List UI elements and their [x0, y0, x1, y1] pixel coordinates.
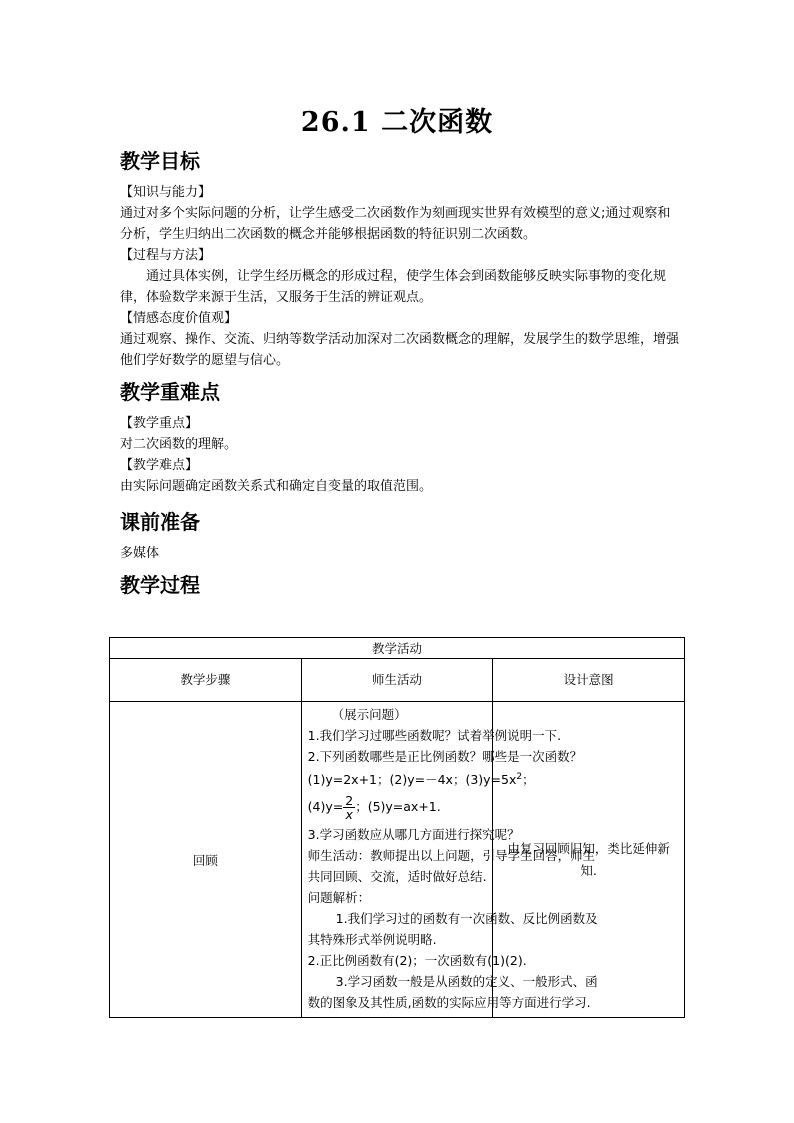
fraction — [343, 794, 355, 821]
objectives-heading: 教学目标 — [120, 149, 200, 173]
table-row — [110, 702, 685, 1018]
step-cell: 回顾 — [110, 702, 302, 1018]
knowledge-label: 【知识与能力】 — [120, 185, 212, 200]
activity-line: 共同回顾、交流，适时做好总结. — [307, 869, 487, 885]
design-cell: 由复习回顾旧知，类比延伸新知. — [493, 702, 685, 1018]
activity-line-formula — [308, 790, 487, 824]
preparation-heading: 课前准备 — [120, 510, 200, 534]
activity-line: 数的图象及其性质,函数的实际应用等方面进行学习. — [307, 995, 591, 1011]
key-points-heading: 教学重难点 — [120, 380, 220, 404]
emotion-label: 【情感态度价值观】 — [120, 311, 238, 326]
activity-line: 2.下列函数哪些是正比例函数？哪些是一次函数？ — [307, 749, 583, 764]
difficulty-text: 由实际问题确定函数关系式和确定自变量的取值范围。 — [120, 479, 433, 494]
formula-part: ；(5)y=ax+1. — [355, 799, 441, 815]
formula-part: ； — [522, 772, 535, 788]
activity-line: 3.学习函数应从哪几方面进行探究呢？ — [307, 827, 520, 843]
teaching-process-table — [109, 637, 685, 1018]
activity-line: 其特殊形式举例说明略. — [307, 932, 437, 948]
activity-line: 1.我们学习过哪些函数呢？试着举例说明一下. — [307, 728, 562, 743]
process-label: 【过程与方法】 — [120, 248, 212, 263]
col-header-activity: 师生活动 — [301, 659, 493, 702]
knowledge-text: 通过对多个实际问题的分析，让学生感受二次函数作为刻画现实世界有效模型的意义;通过观察和分析，学生归纳出二次函数的概念并能够根据函数的特征识别二次函数。 — [120, 206, 671, 242]
col-header-step: 教学步骤 — [110, 659, 302, 702]
activity-line: （展示问题） — [331, 707, 407, 722]
formula-part: (4)y= — [307, 799, 344, 815]
preparation-text: 多媒体 — [120, 546, 160, 561]
lesson-content — [120, 146, 680, 600]
emotion-text: 通过观察、操作、交流、归纳等数学活动加深对二次函数概念的理解，发展学生的数学思维，增强他们学好数学的愿望与信心。 — [120, 332, 680, 368]
focus-text: 对二次函数的理解。 — [120, 437, 238, 452]
table-header-activities: 教学活动 — [110, 638, 685, 659]
fraction-denominator: x — [345, 807, 353, 823]
process-text: 通过具体实例，让学生经历概念的形成过程，使学生体会到函数能够反映实际事物的变化规律，体验数学来源于生活，又服务于生活的辨证观点。 — [120, 269, 667, 305]
activity-line-formula — [307, 767, 535, 790]
activity-line: 3.学习函数一般是从函数的定义、一般形式、函 — [335, 974, 598, 990]
activity-line: 问题解析： — [307, 890, 371, 906]
col-header-design: 设计意图 — [493, 659, 685, 702]
process-heading: 教学过程 — [120, 573, 200, 597]
difficulty-label: 【教学难点】 — [120, 458, 199, 473]
fraction-numerator: 2 — [345, 793, 354, 809]
activity-line: 1.我们学习过的函数有一次函数、反比例函数及 — [335, 911, 598, 927]
activity-line: 师生活动：教师提出以上问题，引导学生回答，师生 — [307, 848, 596, 864]
formula-exponent: 2 — [516, 772, 523, 782]
page-title: 26.1 二次函数 — [300, 107, 494, 138]
focus-label: 【教学重点】 — [120, 416, 199, 431]
activity-line: 2.正比例函数有(2)；一次函数有(1)(2). — [307, 953, 527, 969]
formula-part: (1)y=2x+1；(2)y=－4x；(3)y=5x — [307, 772, 517, 788]
